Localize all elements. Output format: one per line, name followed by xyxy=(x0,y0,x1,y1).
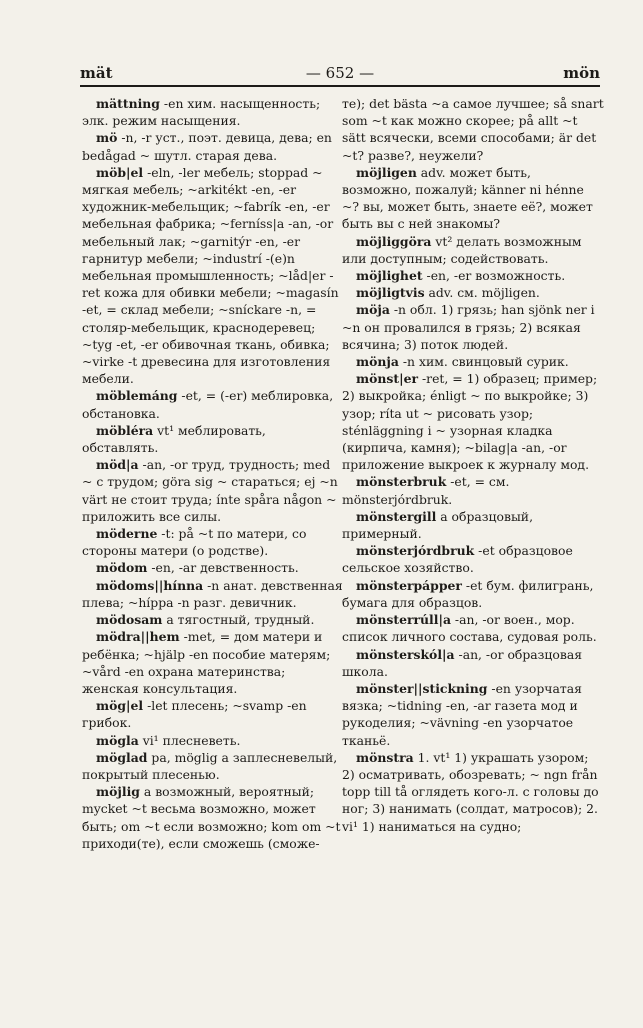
definition: a образцовый, примерный. xyxy=(342,508,534,542)
definition: vt² делать возможным или доступным; содействовать. xyxy=(342,233,582,266)
dictionary-entry xyxy=(342,370,604,473)
page-number: — 652 — xyxy=(305,64,375,82)
headword: möglad xyxy=(96,749,148,765)
definition: adv. может быть, возможно, пожалуй; känner ni hénne ~? вы, может быть, знаете её?, может быть вы с ней знакомы? xyxy=(342,164,593,232)
dictionary-entry xyxy=(342,284,604,301)
definition: vt¹ меблировать, обставлять. xyxy=(82,422,266,456)
headword: möderne xyxy=(96,526,158,542)
dictionary-entry xyxy=(82,387,344,421)
dictionary-entry xyxy=(82,628,344,697)
definition: -et, = (-er) меблировка, обстановка. xyxy=(82,388,334,421)
dictionary-entry xyxy=(342,577,604,611)
headword: mödosam xyxy=(96,612,163,628)
headword: möjliggöra xyxy=(356,233,432,249)
dictionary-entry xyxy=(342,749,604,835)
left-guide-word: mät xyxy=(80,64,113,82)
dictionary-entry xyxy=(342,267,604,284)
definition: -n анат. девственная плева; ~híppa -n разг. девичник. xyxy=(82,577,343,610)
headword: mönsterbruk xyxy=(356,474,447,490)
definition: -n хим. свинцовый сурик. xyxy=(398,354,569,370)
headword: mönstergill xyxy=(356,508,437,524)
definition: 1. vt¹ 1) украшать узором; 2) осматривать, обозревать; ~ ngn från topp till tå оглядеть кого-л. с головы до ног; 3) нанимать (солдат, матросов); 2. vi¹ 1) наниматься на судно; xyxy=(342,749,599,834)
page-header xyxy=(80,63,600,83)
right-guide-word: mön xyxy=(563,64,600,82)
definition: -et бум. филигрань, бумага для образцов. xyxy=(342,577,594,610)
definition: -an, -or труд, трудность; med ~ с трудом; göra sig ~ стараться; ej ~n värt не стоит труда; ínte spåra någon ~ приложить все силы. xyxy=(82,457,338,524)
dictionary-entry xyxy=(82,611,344,628)
headword: mönsterskól|a xyxy=(356,646,455,662)
dictionary-entry xyxy=(342,353,604,370)
definition: -en, -ar девственность. xyxy=(147,560,299,576)
headword: möb|el xyxy=(96,164,144,180)
definition: -let плесень; ~svamp -en грибок. xyxy=(82,698,307,731)
dictionary-entry xyxy=(82,559,344,576)
definition: -met, = дом матери и ребёнка; ~hjälp -en пособие матерям; ~vård -en охрана материнства; женская консультация. xyxy=(82,629,331,696)
headword: möbléra xyxy=(96,422,154,438)
definition: a тягостный, трудный. xyxy=(162,612,315,628)
header-rule xyxy=(80,85,600,87)
definition: -en хим. насыщенность; элк. режим насыщения. xyxy=(82,96,321,129)
dictionary-entry xyxy=(342,164,604,233)
dictionary-entry xyxy=(342,95,604,164)
dictionary-entry xyxy=(342,611,604,645)
dictionary-entry xyxy=(342,233,604,267)
headword: mönster||stickning xyxy=(356,680,488,696)
definition: -an, -or воен., мор. список личного состава, судовая роль. xyxy=(342,612,597,645)
headword: möja xyxy=(356,302,390,318)
headword: mödoms||hínna xyxy=(96,577,204,593)
dictionary-entry xyxy=(342,508,604,542)
headword: mödra||hem xyxy=(96,629,180,645)
headword: mättning xyxy=(96,96,160,111)
dictionary-entry xyxy=(342,542,604,576)
headword: mög|el xyxy=(96,698,144,714)
headword: möjlighet xyxy=(356,268,423,284)
definition: vi¹ плесневеть. xyxy=(138,732,241,748)
left-column xyxy=(82,95,344,1005)
headword: mönsterrúll|a xyxy=(356,612,451,628)
definition: -ret, = 1) образец; пример; 2) выкройка; énligt ~ по выкройке; 3) узор; ríta ut ~ рисовать узор; sténläggning i ~ узорная кладка (кирпича, камня); ~bilag|a -an, -or приложение выкроек к журналу мод. xyxy=(342,371,598,473)
dictionary-entry xyxy=(82,456,344,525)
definition: -n, -r уст., поэт. девица, дева; en bedågad ~ шутл. старая дева. xyxy=(82,130,332,163)
dictionary-entry xyxy=(82,95,344,129)
headword: mönsterpápper xyxy=(356,577,462,593)
dictionary-entry xyxy=(342,646,604,680)
headword: mö xyxy=(96,130,118,146)
headword: möjlig xyxy=(96,784,140,800)
dictionary-entry xyxy=(342,680,604,749)
definition: -t: på ~t по матери, со стороны матери (о родстве). xyxy=(82,526,307,559)
headword: möd|a xyxy=(96,457,139,473)
headword: möjligtvis xyxy=(356,285,425,301)
headword: mönja xyxy=(356,354,399,370)
dictionary-entry xyxy=(82,525,344,559)
dictionary-entry xyxy=(82,783,344,852)
definition: те); det bästa ~a самое лучшее; så snart som ~t как можно скорее; på allt ~t sätt всячески, всеми способами; är det ~t? разве?, неужели? xyxy=(342,96,604,163)
headword: mödom xyxy=(96,560,148,576)
dictionary-entry xyxy=(82,749,344,783)
definition: -en, -er возможность. xyxy=(422,268,566,284)
dictionary-entry xyxy=(82,697,344,731)
dictionary-entry xyxy=(82,422,344,456)
dictionary-entry xyxy=(82,164,344,388)
definition: -et образцовое сельское хозяйство. xyxy=(342,543,573,576)
headword: mönsterjórdbruk xyxy=(356,543,475,559)
dictionary-entry xyxy=(82,732,344,749)
dictionary-entry xyxy=(82,577,344,611)
headword: möblemáng xyxy=(96,388,178,404)
dictionary-entry xyxy=(82,129,344,163)
definition: -et, = см. mönsterjórdbruk. xyxy=(342,474,510,507)
definition: -an, -or образцовая школа. xyxy=(342,646,583,679)
headword: mögla xyxy=(96,732,139,748)
definition: a возможный, вероятный; mycket ~t весьма возможно, может быть; om ~t если возможно; kom om ~t приходи(те), если сможешь (сможе- xyxy=(82,784,341,851)
definition: -n обл. 1) грязь; han sjönk ner i ~n он провалился в грязь; 2) всякая всячина; 3) поток людей. xyxy=(342,302,595,352)
headword: mönstra xyxy=(356,749,414,765)
headword: mönst|er xyxy=(356,371,419,387)
definition: adv. см. möjligen. xyxy=(424,285,540,301)
definition: -en узорчатая вязка; ~tidning -en, -ar газета мод и рукоделия; ~vävning -en узорчатое тканьё. xyxy=(342,680,582,748)
headword: möjligen xyxy=(356,164,417,180)
dictionary-entry xyxy=(342,473,604,507)
right-column xyxy=(342,95,604,1005)
definition: pa, möglig a заплесневелый, покрытый плесенью. xyxy=(82,749,338,782)
dictionary-entry xyxy=(342,301,604,353)
definition: -eln, -ler мебель; stoppad ~ мягкая мебель; ~arkitékt -en, -er художник-мебельщик; ~fabrík -en, -er мебельная фабрика; ~ferníss|a -an, -or мебельный лак; ~garnitýr -en, -er гарнитур мебели; ~industrí -(e)n мебельная промышленность; ~låd|er -ret кожа для обивки мебели; ~magasín -et, = склад мебели; ~sníckare -n, = столяр-мебельщик, краснодеревец; ~tyg -et, -er обивочная ткань, обивка; ~virke -t древесина для изготовления мебели. xyxy=(82,164,339,387)
